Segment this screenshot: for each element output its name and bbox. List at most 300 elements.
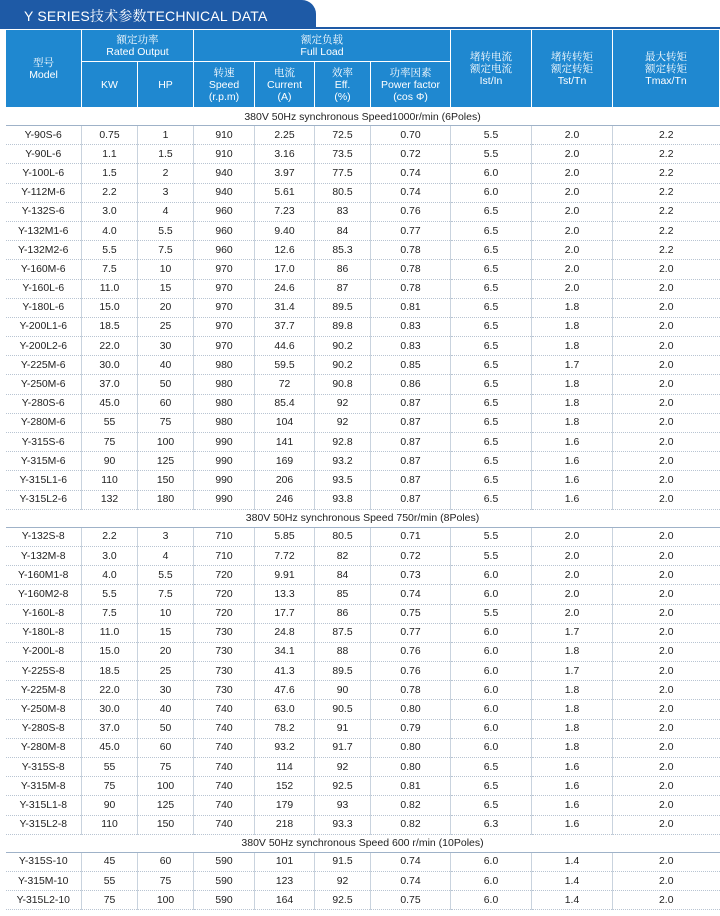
cell-tst-tn: 1.6 xyxy=(532,471,613,490)
table-row xyxy=(6,317,720,336)
cell-ist-in: 6.5 xyxy=(451,413,532,432)
cell-tst-tn: 1.8 xyxy=(532,738,613,757)
cell-hp: 5.5 xyxy=(138,221,194,240)
cell-kw: 110 xyxy=(82,471,138,490)
cell-kw: 90 xyxy=(82,452,138,471)
cell-tmax-tn: 2.0 xyxy=(613,871,720,890)
cell-hp: 10 xyxy=(138,604,194,623)
cell-efficiency: 91.7 xyxy=(315,738,371,757)
cell-hp: 10 xyxy=(138,260,194,279)
cell-ist-in: 6.5 xyxy=(451,298,532,317)
cell-kw: 3.0 xyxy=(82,546,138,565)
cell-tst-tn: 2.0 xyxy=(532,279,613,298)
cell-efficiency: 93.3 xyxy=(315,815,371,834)
table-row xyxy=(6,375,720,394)
section-label: 380V 50Hz synchronous Speed1000r/min (6Poles) xyxy=(6,108,720,126)
cell-speed: 980 xyxy=(194,356,255,375)
section-row xyxy=(6,834,720,852)
cell-current: 152 xyxy=(255,777,315,796)
cell-model: Y-225M-6 xyxy=(6,356,82,375)
cell-tst-tn: 1.7 xyxy=(532,356,613,375)
cell-model: Y-315S-10 xyxy=(6,852,82,871)
cell-tst-tn: 1.8 xyxy=(532,642,613,661)
header-full-load-cn: 额定负载 xyxy=(301,33,343,46)
cell-kw: 15.0 xyxy=(82,642,138,661)
cell-kw: 75 xyxy=(82,433,138,452)
table-row xyxy=(6,604,720,623)
cell-efficiency: 85.3 xyxy=(315,241,371,260)
cell-power-factor: 0.74 xyxy=(371,585,451,604)
table-row xyxy=(6,337,720,356)
section-label: 380V 50Hz synchronous Speed 600 r/min (10Poles) xyxy=(6,834,720,852)
cell-tmax-tn: 2.0 xyxy=(613,375,720,394)
header-tmax-tn xyxy=(613,30,720,108)
cell-ist-in: 6.0 xyxy=(451,623,532,642)
header-speed-en: Speed xyxy=(208,78,240,91)
table-row xyxy=(6,433,720,452)
table-row xyxy=(6,164,720,183)
cell-power-factor: 0.82 xyxy=(371,815,451,834)
cell-tmax-tn: 2.0 xyxy=(613,681,720,700)
cell-ist-in: 6.5 xyxy=(451,490,532,509)
cell-tst-tn: 2.0 xyxy=(532,164,613,183)
cell-current: 2.25 xyxy=(255,126,315,145)
table-row xyxy=(6,758,720,777)
cell-tst-tn: 2.0 xyxy=(532,221,613,240)
cell-power-factor: 0.72 xyxy=(371,546,451,565)
table-row xyxy=(6,623,720,642)
cell-efficiency: 82 xyxy=(315,546,371,565)
cell-hp: 180 xyxy=(138,490,194,509)
header-rated-output-cn: 额定功率 xyxy=(116,33,159,46)
cell-speed: 970 xyxy=(194,279,255,298)
table-row xyxy=(6,546,720,565)
table-row xyxy=(6,356,720,375)
cell-tmax-tn: 2.0 xyxy=(613,719,720,738)
cell-efficiency: 93.5 xyxy=(315,471,371,490)
cell-power-factor: 0.72 xyxy=(371,145,451,164)
cell-efficiency: 73.5 xyxy=(315,145,371,164)
cell-kw: 18.5 xyxy=(82,662,138,681)
cell-model: Y-280S-6 xyxy=(6,394,82,413)
header-efficiency xyxy=(315,62,371,108)
cell-hp: 40 xyxy=(138,356,194,375)
cell-tst-tn: 1.4 xyxy=(532,871,613,890)
cell-ist-in: 6.0 xyxy=(451,662,532,681)
cell-model: Y-315M-6 xyxy=(6,452,82,471)
table-row xyxy=(6,815,720,834)
cell-hp: 75 xyxy=(138,871,194,890)
cell-current: 123 xyxy=(255,871,315,890)
cell-model: Y-180L-8 xyxy=(6,623,82,642)
cell-speed: 740 xyxy=(194,796,255,815)
cell-current: 44.6 xyxy=(255,337,315,356)
cell-hp: 4 xyxy=(138,202,194,221)
table-row xyxy=(6,527,720,546)
cell-model: Y-225M-8 xyxy=(6,681,82,700)
cell-tmax-tn: 2.2 xyxy=(613,126,720,145)
cell-tst-tn: 1.8 xyxy=(532,413,613,432)
cell-kw: 5.5 xyxy=(82,585,138,604)
cell-power-factor: 0.76 xyxy=(371,202,451,221)
cell-speed: 910 xyxy=(194,126,255,145)
cell-current: 7.72 xyxy=(255,546,315,565)
cell-tmax-tn: 2.0 xyxy=(613,260,720,279)
cell-tst-tn: 2.0 xyxy=(532,604,613,623)
cell-tst-tn: 1.7 xyxy=(532,662,613,681)
cell-tst-tn: 2.0 xyxy=(532,566,613,585)
cell-efficiency: 90.2 xyxy=(315,337,371,356)
cell-power-factor: 0.75 xyxy=(371,604,451,623)
cell-kw: 11.0 xyxy=(82,623,138,642)
cell-tst-tn: 2.0 xyxy=(532,202,613,221)
cell-tst-tn: 1.8 xyxy=(532,317,613,336)
header-current-cn: 电流 xyxy=(274,66,295,79)
cell-speed: 980 xyxy=(194,375,255,394)
cell-kw: 110 xyxy=(82,815,138,834)
cell-power-factor: 0.74 xyxy=(371,164,451,183)
cell-tmax-tn: 2.2 xyxy=(613,145,720,164)
cell-power-factor: 0.78 xyxy=(371,241,451,260)
cell-current: 141 xyxy=(255,433,315,452)
cell-power-factor: 0.76 xyxy=(371,642,451,661)
cell-speed: 740 xyxy=(194,738,255,757)
cell-speed: 970 xyxy=(194,298,255,317)
cell-kw: 132 xyxy=(82,490,138,509)
cell-current: 12.6 xyxy=(255,241,315,260)
cell-efficiency: 77.5 xyxy=(315,164,371,183)
header-current xyxy=(255,62,315,108)
cell-tmax-tn: 2.0 xyxy=(613,758,720,777)
cell-ist-in: 6.5 xyxy=(451,279,532,298)
cell-tst-tn: 1.4 xyxy=(532,852,613,871)
cell-ist-in: 6.5 xyxy=(451,260,532,279)
cell-speed: 730 xyxy=(194,681,255,700)
cell-hp: 125 xyxy=(138,796,194,815)
cell-speed: 980 xyxy=(194,413,255,432)
cell-hp: 2 xyxy=(138,164,194,183)
cell-tmax-tn: 2.0 xyxy=(613,700,720,719)
cell-tst-tn: 1.8 xyxy=(532,719,613,738)
page-title: Y SERIES技术参数TECHNICAL DATA xyxy=(24,8,268,24)
cell-speed: 960 xyxy=(194,221,255,240)
cell-current: 31.4 xyxy=(255,298,315,317)
cell-kw: 55 xyxy=(82,871,138,890)
cell-kw: 22.0 xyxy=(82,681,138,700)
cell-hp: 100 xyxy=(138,891,194,910)
cell-current: 179 xyxy=(255,796,315,815)
cell-hp: 100 xyxy=(138,433,194,452)
cell-model: Y-90S-6 xyxy=(6,126,82,145)
header-speed-unit: (r.p.m) xyxy=(208,90,240,103)
cell-tst-tn: 1.8 xyxy=(532,394,613,413)
cell-kw: 1.5 xyxy=(82,164,138,183)
cell-tmax-tn: 2.0 xyxy=(613,356,720,375)
cell-current: 24.6 xyxy=(255,279,315,298)
cell-current: 17.7 xyxy=(255,604,315,623)
cell-kw: 75 xyxy=(82,777,138,796)
cell-model: Y-280M-6 xyxy=(6,413,82,432)
table-row xyxy=(6,202,720,221)
cell-efficiency: 86 xyxy=(315,260,371,279)
cell-hp: 60 xyxy=(138,394,194,413)
header-model-cn: 型号 xyxy=(33,56,54,69)
cell-power-factor: 0.77 xyxy=(371,221,451,240)
cell-efficiency: 92 xyxy=(315,413,371,432)
cell-tmax-tn: 2.0 xyxy=(613,604,720,623)
cell-power-factor: 0.87 xyxy=(371,471,451,490)
cell-tst-tn: 1.8 xyxy=(532,337,613,356)
cell-speed: 710 xyxy=(194,546,255,565)
cell-speed: 740 xyxy=(194,815,255,834)
cell-current: 9.91 xyxy=(255,566,315,585)
cell-ist-in: 6.5 xyxy=(451,356,532,375)
cell-tmax-tn: 2.0 xyxy=(613,566,720,585)
cell-speed: 730 xyxy=(194,623,255,642)
cell-speed: 590 xyxy=(194,852,255,871)
cell-model: Y-132S-8 xyxy=(6,527,82,546)
cell-tmax-tn: 2.2 xyxy=(613,221,720,240)
cell-power-factor: 0.77 xyxy=(371,623,451,642)
cell-speed: 730 xyxy=(194,662,255,681)
cell-efficiency: 89.5 xyxy=(315,298,371,317)
cell-tst-tn: 1.6 xyxy=(532,452,613,471)
header-speed-cn: 转速 xyxy=(213,66,235,79)
title-tab xyxy=(0,0,316,28)
cell-kw: 45.0 xyxy=(82,394,138,413)
table-row xyxy=(6,452,720,471)
cell-ist-in: 5.5 xyxy=(451,546,532,565)
cell-speed: 970 xyxy=(194,317,255,336)
cell-kw: 7.5 xyxy=(82,604,138,623)
cell-kw: 15.0 xyxy=(82,298,138,317)
table-row xyxy=(6,852,720,871)
cell-current: 114 xyxy=(255,758,315,777)
cell-kw: 30.0 xyxy=(82,356,138,375)
header-tst-en: Tst/Tn xyxy=(557,74,587,87)
cell-power-factor: 0.70 xyxy=(371,126,451,145)
cell-kw: 5.5 xyxy=(82,241,138,260)
cell-efficiency: 84 xyxy=(315,566,371,585)
cell-current: 17.0 xyxy=(255,260,315,279)
cell-efficiency: 80.5 xyxy=(315,527,371,546)
cell-efficiency: 93.2 xyxy=(315,452,371,471)
cell-current: 47.6 xyxy=(255,681,315,700)
cell-power-factor: 0.87 xyxy=(371,413,451,432)
cell-tst-tn: 2.0 xyxy=(532,126,613,145)
cell-model: Y-315L1-6 xyxy=(6,471,82,490)
cell-current: 93.2 xyxy=(255,738,315,757)
cell-power-factor: 0.83 xyxy=(371,317,451,336)
header-speed xyxy=(194,62,255,108)
header-rated-output xyxy=(82,30,194,62)
cell-current: 78.2 xyxy=(255,719,315,738)
header-tmax-cn1: 最大转矩 xyxy=(645,50,688,63)
cell-ist-in: 6.0 xyxy=(451,642,532,661)
header-tst-tn xyxy=(532,30,613,108)
cell-ist-in: 6.3 xyxy=(451,815,532,834)
cell-ist-in: 6.5 xyxy=(451,777,532,796)
header-kw: KW xyxy=(82,62,138,108)
cell-speed: 940 xyxy=(194,183,255,202)
cell-power-factor: 0.87 xyxy=(371,394,451,413)
table-row xyxy=(6,183,720,202)
cell-power-factor: 0.78 xyxy=(371,260,451,279)
table-row xyxy=(6,490,720,509)
cell-power-factor: 0.83 xyxy=(371,337,451,356)
cell-power-factor: 0.78 xyxy=(371,681,451,700)
cell-efficiency: 92 xyxy=(315,394,371,413)
table-row xyxy=(6,585,720,604)
cell-efficiency: 92 xyxy=(315,758,371,777)
header-pf-en: Power factor xyxy=(381,78,440,91)
cell-current: 5.61 xyxy=(255,183,315,202)
header-eff-unit: (%) xyxy=(334,90,351,103)
cell-speed: 970 xyxy=(194,337,255,356)
cell-power-factor: 0.74 xyxy=(371,871,451,890)
cell-tmax-tn: 2.2 xyxy=(613,202,720,221)
cell-hp: 50 xyxy=(138,719,194,738)
cell-speed: 990 xyxy=(194,471,255,490)
cell-hp: 60 xyxy=(138,852,194,871)
cell-efficiency: 92.8 xyxy=(315,433,371,452)
cell-power-factor: 0.80 xyxy=(371,758,451,777)
header-pf-cn: 功率因素 xyxy=(389,66,432,79)
table-row xyxy=(6,681,720,700)
cell-hp: 25 xyxy=(138,317,194,336)
cell-hp: 15 xyxy=(138,279,194,298)
cell-current: 101 xyxy=(255,852,315,871)
section-row xyxy=(6,108,720,126)
cell-power-factor: 0.81 xyxy=(371,777,451,796)
header-eff-cn: 效率 xyxy=(332,66,353,79)
header-pf-unit: (cos Φ) xyxy=(393,90,428,103)
cell-ist-in: 6.0 xyxy=(451,891,532,910)
cell-efficiency: 91 xyxy=(315,719,371,738)
cell-power-factor: 0.71 xyxy=(371,527,451,546)
cell-speed: 980 xyxy=(194,394,255,413)
cell-tmax-tn: 2.0 xyxy=(613,527,720,546)
table-row xyxy=(6,298,720,317)
cell-efficiency: 90.2 xyxy=(315,356,371,375)
cell-speed: 730 xyxy=(194,642,255,661)
cell-hp: 30 xyxy=(138,681,194,700)
cell-ist-in: 6.0 xyxy=(451,164,532,183)
cell-efficiency: 83 xyxy=(315,202,371,221)
cell-tmax-tn: 2.0 xyxy=(613,317,720,336)
cell-tmax-tn: 2.0 xyxy=(613,852,720,871)
cell-model: Y-315M-10 xyxy=(6,871,82,890)
cell-kw: 7.5 xyxy=(82,260,138,279)
cell-tmax-tn: 2.0 xyxy=(613,891,720,910)
cell-kw: 37.0 xyxy=(82,719,138,738)
cell-hp: 50 xyxy=(138,375,194,394)
table-row xyxy=(6,891,720,910)
header-model xyxy=(6,30,82,108)
cell-ist-in: 6.0 xyxy=(451,852,532,871)
cell-power-factor: 0.75 xyxy=(371,891,451,910)
cell-speed: 990 xyxy=(194,490,255,509)
cell-hp: 1 xyxy=(138,126,194,145)
table-row xyxy=(6,642,720,661)
section-label: 380V 50Hz synchronous Speed 750r/min (8Poles) xyxy=(6,509,720,527)
cell-speed: 720 xyxy=(194,566,255,585)
header-current-unit: (A) xyxy=(277,90,292,103)
cell-hp: 7.5 xyxy=(138,585,194,604)
cell-kw: 90 xyxy=(82,796,138,815)
header-ist-in xyxy=(451,30,532,108)
cell-kw: 4.0 xyxy=(82,566,138,585)
cell-efficiency: 90.5 xyxy=(315,700,371,719)
cell-kw: 0.75 xyxy=(82,126,138,145)
cell-ist-in: 6.5 xyxy=(451,375,532,394)
cell-tmax-tn: 2.0 xyxy=(613,452,720,471)
cell-ist-in: 6.0 xyxy=(451,681,532,700)
cell-tmax-tn: 2.0 xyxy=(613,585,720,604)
table-row xyxy=(6,394,720,413)
cell-current: 5.85 xyxy=(255,527,315,546)
cell-ist-in: 6.5 xyxy=(451,241,532,260)
cell-ist-in: 6.0 xyxy=(451,585,532,604)
cell-speed: 910 xyxy=(194,145,255,164)
cell-model: Y-160M2-8 xyxy=(6,585,82,604)
cell-hp: 75 xyxy=(138,758,194,777)
header-current-en: Current xyxy=(266,78,302,91)
cell-model: Y-132M2-6 xyxy=(6,241,82,260)
table-row xyxy=(6,241,720,260)
cell-power-factor: 0.81 xyxy=(371,298,451,317)
table-row xyxy=(6,471,720,490)
cell-ist-in: 6.5 xyxy=(451,394,532,413)
cell-tst-tn: 2.0 xyxy=(532,585,613,604)
cell-model: Y-112M-6 xyxy=(6,183,82,202)
cell-kw: 2.2 xyxy=(82,183,138,202)
table-row xyxy=(6,566,720,585)
cell-tmax-tn: 2.0 xyxy=(613,662,720,681)
cell-kw: 75 xyxy=(82,891,138,910)
cell-hp: 40 xyxy=(138,700,194,719)
cell-ist-in: 5.5 xyxy=(451,126,532,145)
cell-hp: 25 xyxy=(138,662,194,681)
cell-tst-tn: 2.0 xyxy=(532,183,613,202)
cell-hp: 4 xyxy=(138,546,194,565)
header-ist-en: Ist/In xyxy=(479,74,503,87)
cell-speed: 740 xyxy=(194,700,255,719)
table-row xyxy=(6,221,720,240)
table-row xyxy=(6,777,720,796)
header-tmax-en: Tmax/Tn xyxy=(645,74,687,87)
cell-ist-in: 6.5 xyxy=(451,758,532,777)
cell-ist-in: 6.0 xyxy=(451,738,532,757)
cell-tmax-tn: 2.0 xyxy=(613,413,720,432)
cell-power-factor: 0.78 xyxy=(371,279,451,298)
cell-tmax-tn: 2.0 xyxy=(613,337,720,356)
cell-hp: 1.5 xyxy=(138,145,194,164)
cell-ist-in: 6.5 xyxy=(451,471,532,490)
header-power-factor xyxy=(371,62,451,108)
header-model-en: Model xyxy=(29,68,58,81)
cell-kw: 22.0 xyxy=(82,337,138,356)
cell-ist-in: 6.5 xyxy=(451,221,532,240)
cell-model: Y-250M-6 xyxy=(6,375,82,394)
cell-kw: 3.0 xyxy=(82,202,138,221)
cell-tst-tn: 1.7 xyxy=(532,623,613,642)
cell-efficiency: 90.8 xyxy=(315,375,371,394)
cell-power-factor: 0.86 xyxy=(371,375,451,394)
cell-power-factor: 0.76 xyxy=(371,662,451,681)
cell-speed: 710 xyxy=(194,527,255,546)
table-row xyxy=(6,700,720,719)
